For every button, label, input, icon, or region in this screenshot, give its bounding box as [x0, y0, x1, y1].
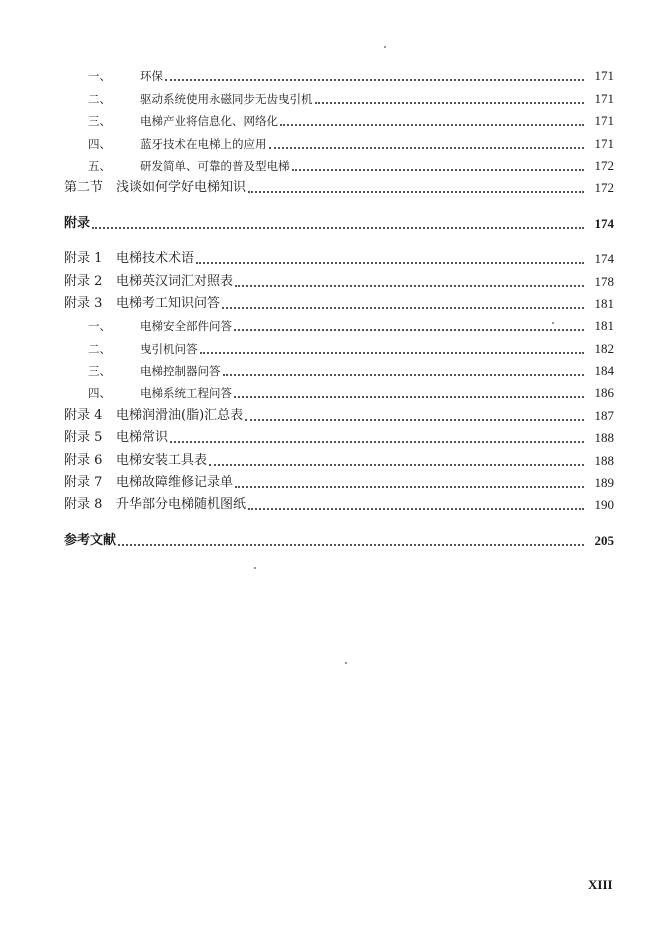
dot-leader — [292, 168, 585, 171]
toc-entry-page: 174 — [594, 251, 614, 267]
dot-leader — [222, 306, 584, 309]
dot-leader — [165, 78, 584, 81]
scan-speck — [254, 567, 256, 569]
spacer — [64, 196, 614, 209]
toc-entry[interactable] — [64, 491, 614, 513]
toc-entry-number: 附录 8 — [64, 497, 103, 513]
table-of-contents — [64, 62, 614, 549]
toc-entry-title: 蓝牙技术在电梯上的应用 — [140, 136, 267, 151]
dot-leader — [248, 507, 584, 510]
dot-leader — [245, 418, 584, 421]
toc-entry-page: 205 — [594, 532, 614, 548]
dot-leader — [196, 261, 584, 264]
dot-leader — [315, 101, 585, 104]
toc-entry[interactable] — [64, 62, 614, 84]
spacer — [64, 513, 614, 526]
toc-entry-page: 172 — [594, 157, 614, 173]
toc-entry-title: 电梯故障维修记录单 — [116, 475, 234, 491]
toc-entry-number: 三、 — [88, 364, 111, 379]
dot-leader — [234, 328, 584, 331]
toc-entry-number: 三、 — [88, 114, 111, 129]
toc-entry-title: 附录 — [64, 215, 91, 231]
toc-entry-page: 171 — [594, 113, 614, 129]
toc-entry-page: 182 — [594, 340, 614, 356]
toc-entry-number: 附录 4 — [64, 407, 103, 423]
toc-entry-number: 附录 5 — [64, 430, 103, 446]
toc-entry-page: 189 — [594, 475, 614, 491]
toc-entry-title: 电梯安装工具表 — [116, 452, 208, 468]
toc-entry-number: 二、 — [88, 341, 111, 356]
toc-entry-number: 附录 3 — [64, 295, 103, 311]
toc-entry-number: 第二节 — [64, 180, 104, 196]
spacer — [64, 232, 614, 245]
toc-entry-number: 附录 7 — [64, 475, 103, 491]
toc-entry[interactable] — [64, 84, 614, 106]
scan-speck — [552, 322, 554, 324]
dot-leader — [235, 485, 584, 488]
toc-entry-number: 四、 — [88, 386, 111, 401]
toc-entry-number: 附录 6 — [64, 452, 103, 468]
toc-entry[interactable] — [64, 357, 614, 379]
toc-entry-number: 一、 — [88, 69, 111, 84]
dot-leader — [200, 351, 585, 354]
toc-entry-page: 174 — [594, 215, 614, 231]
toc-entry[interactable] — [64, 174, 614, 196]
dot-leader — [118, 543, 584, 546]
toc-entry-page: 184 — [594, 363, 614, 379]
toc-entry-page: 188 — [594, 430, 614, 446]
toc-entry[interactable] — [64, 129, 614, 151]
toc-entry[interactable] — [64, 267, 614, 289]
toc-entry-number: 附录 2 — [64, 273, 103, 289]
toc-entry[interactable] — [64, 152, 614, 174]
dot-leader — [235, 284, 584, 287]
toc-entry[interactable] — [64, 424, 614, 446]
dot-leader — [209, 463, 584, 466]
toc-entry-page: 171 — [594, 68, 614, 84]
toc-entry-title: 环保 — [140, 69, 163, 84]
toc-entry[interactable] — [64, 401, 614, 423]
toc-entry-title: 电梯英汉词汇对照表 — [116, 273, 234, 289]
dot-leader — [280, 123, 584, 126]
toc-entry-title: 电梯系统工程问答 — [140, 386, 232, 401]
toc-entry-number: 五、 — [88, 158, 111, 173]
toc-entry-title: 电梯安全部件问答 — [140, 319, 232, 334]
dot-leader — [234, 395, 584, 398]
toc-entry-page: 171 — [594, 90, 614, 106]
toc-entry-page: 188 — [594, 452, 614, 468]
toc-entry-title: 研发简单、可靠的普及型电梯 — [140, 158, 290, 173]
toc-entry-title: 升华部分电梯随机图纸 — [116, 497, 247, 513]
toc-entry-number: 二、 — [88, 91, 111, 106]
toc-entry-number: 附录 1 — [64, 251, 103, 267]
dot-leader — [170, 440, 584, 443]
toc-entry-title: 电梯技术术语 — [116, 251, 195, 267]
toc-entry-page: 178 — [594, 273, 614, 289]
toc-entry-references[interactable] — [64, 526, 614, 548]
toc-entry-number: 一、 — [88, 319, 111, 334]
toc-entry-title: 驱动系统使用永磁同步无齿曳引机 — [140, 91, 313, 106]
toc-entry-page: 190 — [594, 497, 614, 513]
toc-entry-title: 曳引机问答 — [140, 341, 198, 356]
dot-leader — [223, 373, 585, 376]
toc-entry-title: 电梯常识 — [116, 430, 169, 446]
toc-entry[interactable] — [64, 290, 614, 312]
scan-speck — [345, 662, 347, 664]
toc-entry-title: 电梯产业将信息化、网络化 — [140, 114, 278, 129]
toc-entry[interactable] — [64, 446, 614, 468]
toc-entry-title: 电梯考工知识问答 — [116, 295, 221, 311]
toc-entry-number: 四、 — [88, 136, 111, 151]
dot-leader — [248, 190, 584, 193]
dot-leader — [269, 146, 585, 149]
toc-entry[interactable] — [64, 107, 614, 129]
scan-speck — [384, 46, 386, 48]
toc-entry-title: 电梯润滑油(脂)汇总表 — [116, 407, 244, 423]
toc-entry-page: 187 — [594, 407, 614, 423]
toc-entry-page: 181 — [594, 318, 614, 334]
toc-entry-title: 浅谈如何学好电梯知识 — [116, 180, 247, 196]
toc-entry-page: 186 — [594, 385, 614, 401]
toc-entry[interactable] — [64, 469, 614, 491]
toc-entry-appendix[interactable] — [64, 209, 614, 231]
page-number: XIII — [588, 877, 613, 892]
toc-entry[interactable] — [64, 312, 614, 334]
toc-entry-page: 181 — [594, 295, 614, 311]
toc-entry-page: 172 — [594, 180, 614, 196]
toc-entry-title: 参考文献 — [64, 532, 117, 548]
dot-leader — [92, 226, 584, 229]
toc-entry[interactable] — [64, 334, 614, 356]
toc-entry[interactable] — [64, 245, 614, 267]
toc-entry-page: 171 — [594, 135, 614, 151]
toc-entry[interactable] — [64, 379, 614, 401]
toc-entry-title: 电梯控制器问答 — [140, 364, 221, 379]
